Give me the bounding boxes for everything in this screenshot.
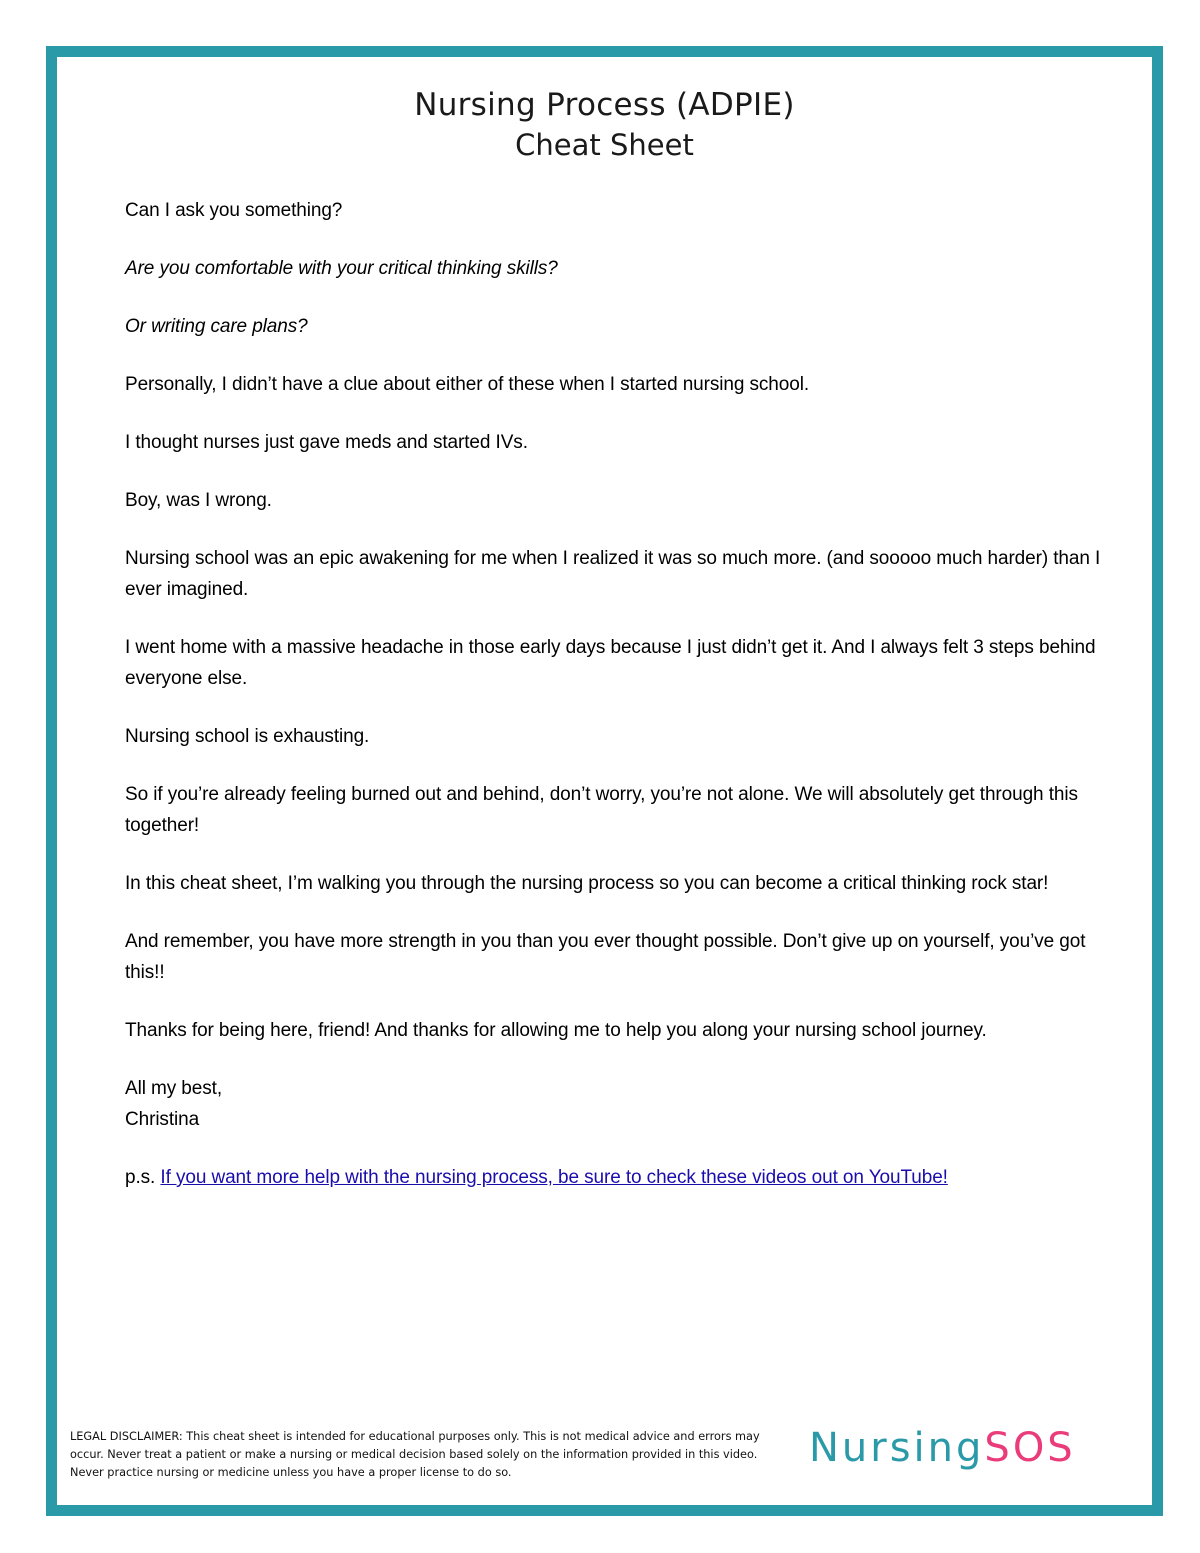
postscript [125,1162,1125,1193]
page-subtitle: Cheat Sheet [515,128,694,162]
nursingsos-logo [809,1423,1076,1473]
page-title: Nursing Process (ADPIE) [414,87,795,123]
paragraph-cheat-sheet: In this cheat sheet, I’m walking you through the nursing process so you can become a critical thinking rock star! [125,873,1049,894]
paragraph-burned-out: So if you’re already feeling burned out and behind, don’t worry, you’re not alone. We will absolutely get through this together! [125,784,1078,836]
ps-prefix: p.s. [125,1167,156,1188]
signoff: All my best, [125,1078,222,1099]
paragraph-personally: Personally, I didn’t have a clue about either of these when I started nursing school. [125,374,810,395]
paragraph-exhausting: Nursing school is exhausting. [125,726,370,747]
paragraph-critical-thinking: Are you comfortable with your critical thinking skills? [125,258,558,279]
letter-body [125,195,1125,1220]
paragraph-wrong: Boy, was I wrong. [125,490,272,511]
page-frame [46,46,1163,1516]
title-block [57,85,1152,165]
paragraph-question: Can I ask you something? [125,200,343,221]
logo-sos-text: SOS [984,1425,1076,1471]
legal-disclaimer: LEGAL DISCLAIMER: This cheat sheet is intended for educational purposes only. This is not medical advice and errors may occur. Never treat a patient or make a nursing or medical decision based solely on the information provided in this video. Never practice nursing or medicine unless you have a proper license to do so. [70,1430,760,1479]
youtube-videos-link[interactable]: If you want more help with the nursing process, be sure to check these videos out on YouTube! [160,1167,948,1188]
signature-block [125,1073,1125,1135]
paragraph-remember: And remember, you have more strength in you than you ever thought possible. Don’t give up on yourself, you’ve got this!! [125,931,1086,983]
paragraph-thanks: Thanks for being here, friend! And thanks for allowing me to help you along your nursing school journey. [125,1020,987,1041]
paragraph-awakening: Nursing school was an epic awakening for me when I realized it was so much more. (and sooooo much harder) than I ever imagined. [125,548,1101,600]
paragraph-nurses-meds: I thought nurses just gave meds and started IVs. [125,432,528,453]
signature-name: Christina [125,1109,200,1130]
paragraph-headache: I went home with a massive headache in those early days because I just didn’t get it. And I always felt 3 steps behind everyone else. [125,637,1096,689]
paragraph-care-plans: Or writing care plans? [125,316,308,337]
logo-nursing-text: Nursing [809,1425,985,1471]
